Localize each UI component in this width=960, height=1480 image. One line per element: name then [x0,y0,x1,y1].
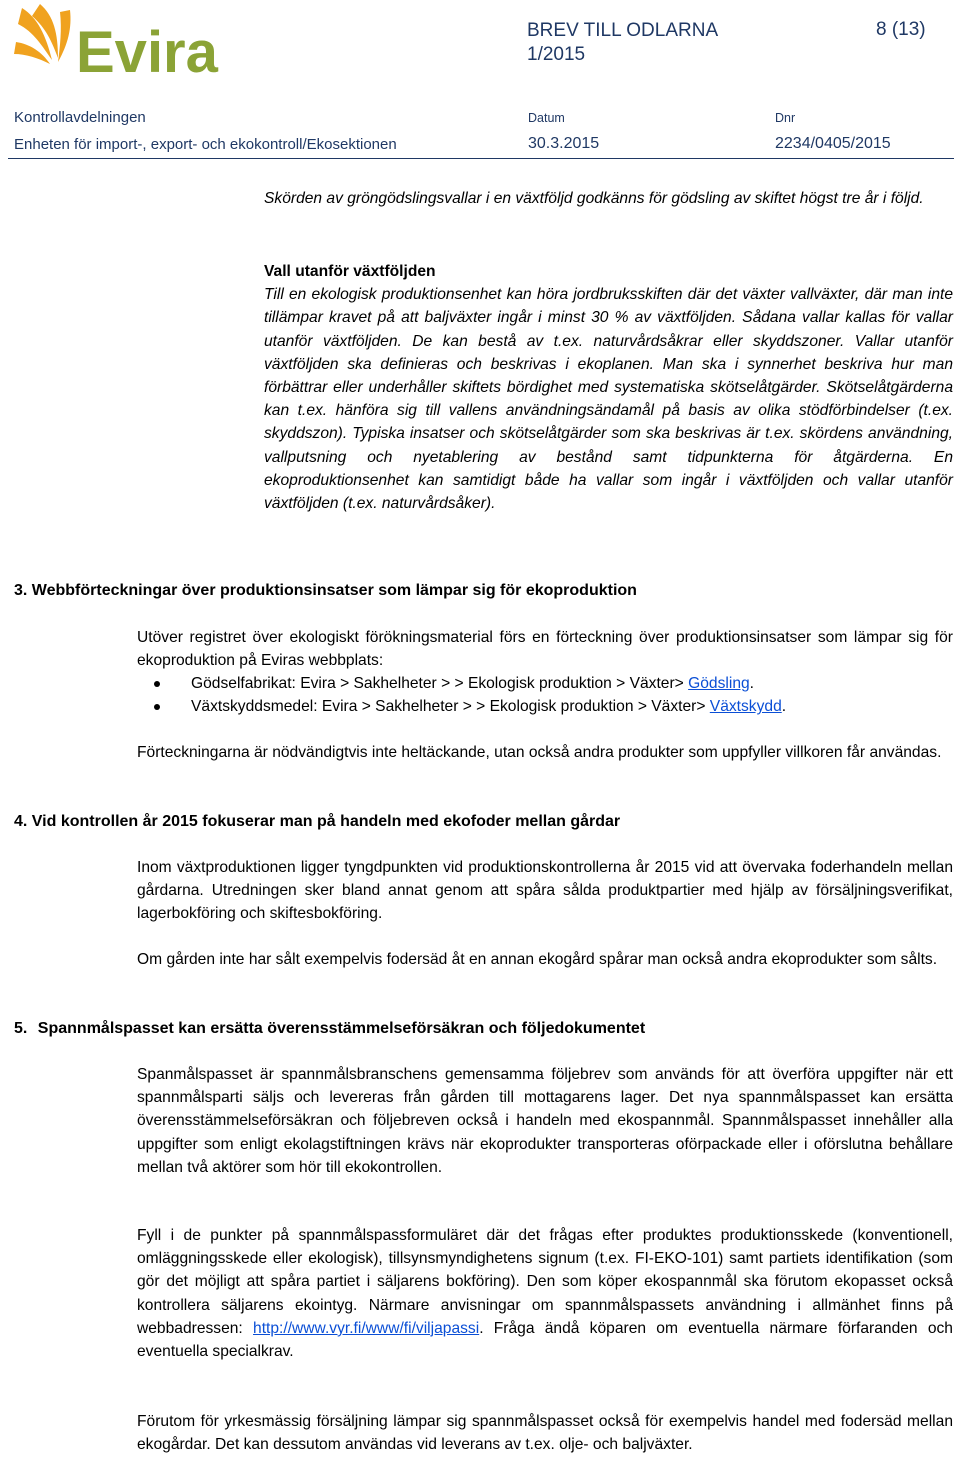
unit-name: Enheten för import-, export- och ekokontroll/Ekosektionen [14,136,397,153]
department-label: Kontrollavdelningen [14,109,146,126]
bullet-text: Växtskyddsmedel: Evira > Sakhelheter > > Ekologisk produktion > Växter> [191,698,706,716]
vaxtskydd-link[interactable]: Växtskydd [709,698,782,716]
section-3-heading [14,580,954,602]
section-5-para1: Spanmålspasset är spannmålsbranschens gemensamma följebrev som används för att överföra uppgifter när ett spannmålsparti säljs och levereras från gården till mottagarens lager. Det nya spannmålspasset kan ersätta överensstämmelseförsäkran och följebreven också i handeln med ekospannmål. Spannmålspasset innehåller alla uppgifter som enligt ekolagstiftningen krävs när ekoprodukter transporteras oförpackade eller i oförslutna behållare mellan två aktörer som hör till ekokontrollen. [137,1066,953,1176]
evira-logo [12,2,262,80]
para2-text: Fyll i de punkter på spannmålspassformuläret där det frågas efter produktes produktionsskede (konventionell, omläggningsskede eller ekologisk), tillsynsmyndighetens signum (t.ex. FI-EKO-101) samt partiets identifikation (som gör det möjligt att spåra partiet i säljarens bokföring). Den som köper ekospannmål ska förutom ekopasset också kontrollera säljarens ekointyg. Närmare anvisningar om spannmålspassets användning i allmänhet finns på webbadressen: [137,1227,953,1337]
section-4-para2: Om gården inte har sålt exempelvis fodersäd åt en annan ekogård spårar man också andra ekoprodukter som sålts. [137,951,938,968]
section-3-para2: Förteckningarna är nödvändigtvis inte heltäckande, utan också andra produkter som uppfyller villkoren får användas. [137,744,942,761]
section-5-number: 5. [14,1020,28,1037]
godsling-link[interactable]: Gödsling [688,675,750,692]
logo-wordmark: Evira [76,20,218,80]
section-4-title: Vid kontrollen år 2015 fokuserar man på handeln med ekofoder mellan gårdar [31,813,621,830]
date-label: Datum [528,111,565,125]
vall-section [264,260,953,515]
viljapassi-link[interactable]: http://www.vyr.fi/www/fi/viljapassi [253,1319,480,1337]
bullet-icon [154,704,160,710]
section-5-para2 [137,1224,953,1363]
vall-text: Till en ekologisk produktionsenhet kan höra jordbruksskiften där det växter vallväxter, där man inte tillämpar kravet på att baljväxter ingår i minst 30 % av växtföljden. Sådana vallar kallas för vallar utanför växtföljden. De kan bestå av t.ex. naturvårdsåkrar eller skyddszoner. Vallar utanför växtföljden ska definieras och beskrivas i ekoplanen. Man ska i synnerhet beskriva hur man förbättrar eller underhåller skiftets bördighet med systematiska skötselåtgärder. Skötselåtgärderna kan t.ex. hänföra sig till vallens användningsändamål på basis av olika stödförbindelser (t.ex. skyddszon). Typiska insatser och skötselåtgärder som ska beskrivas är t.ex. skördens användning, vallputsning och nyetablering av bestånd samt tidpunkterna för åtgärderna. En ekoproduktionsenhet kan samtidigt både ha vallar som ingår i växtföljden och vallar utanför växtföljden (t.ex. naturvårdsåker). [264,286,953,513]
logo-leaf-icon [14,4,71,64]
section-4-number: 4. [14,813,28,830]
section-5-title: Spannmålspasset kan ersätta överensstämmelseförsäkran och följedokumentet [37,1020,646,1037]
section-3-bullet-list [137,672,953,718]
document-type: BREV TILL ODLARNA [527,20,719,41]
date-value: 30.3.2015 [528,135,600,152]
section-3-title: Webbförteckningar över produktionsinsatser som lämpar sig för ekoproduktion [31,582,637,599]
dnr-label: Dnr [775,111,796,125]
list-item [137,672,953,695]
dnr-value: 2234/0405/2015 [775,135,891,152]
section-3-para1: Utöver registret över ekologiskt förökningsmaterial förs en förteckning över produktionsinsatser som lämpar sig för ekoproduktion på Eviras webbplats: [137,629,953,670]
italic-note: Skörden av gröngödslingsvallar i en växtföljd godkänns för gödsling av skiftet högst tre år i följd. [264,190,924,207]
section-4-para1: Inom växtproduktionen ligger tyngdpunkten vid produktionskontrollerna år 2015 vid att övervaka foderhandeln mellan gårdarna. Utredningen sker bland annat genom att spåra sålda produktpartier med hjälp av försäljningsverifikat, lagerbokföring och skiftesbokföring. [137,859,953,923]
section-3-number: 3. [14,582,28,599]
bullet-text: Gödselfabrikat: Evira > Sakhelheter > > Ekologisk produktion > Växter> [191,675,684,692]
document-number: 1/2015 [527,44,586,65]
vall-title: Vall utanför växtföljden [264,263,436,280]
section-4-heading [14,811,954,833]
section-5-para3: Förutom för yrkesmässig försäljning lämpar sig spannmålspasset också för exempelvis handel med fodersäd mellan ekogårdar. Det kan dessutom användas vid leverans av t.ex. olje- och baljväxter. [137,1413,953,1454]
header-divider [8,158,954,159]
section-5-heading [14,1018,954,1040]
bullet-end: . [749,675,755,692]
para2-text-end: . Fråga ändå köparen om eventuella närmare förfaranden och eventuella specialkrav. [137,1319,953,1361]
list-item [137,695,953,718]
bullet-end: . [781,698,787,716]
page-number: 8 (13) [876,19,926,40]
bullet-icon [154,681,160,687]
